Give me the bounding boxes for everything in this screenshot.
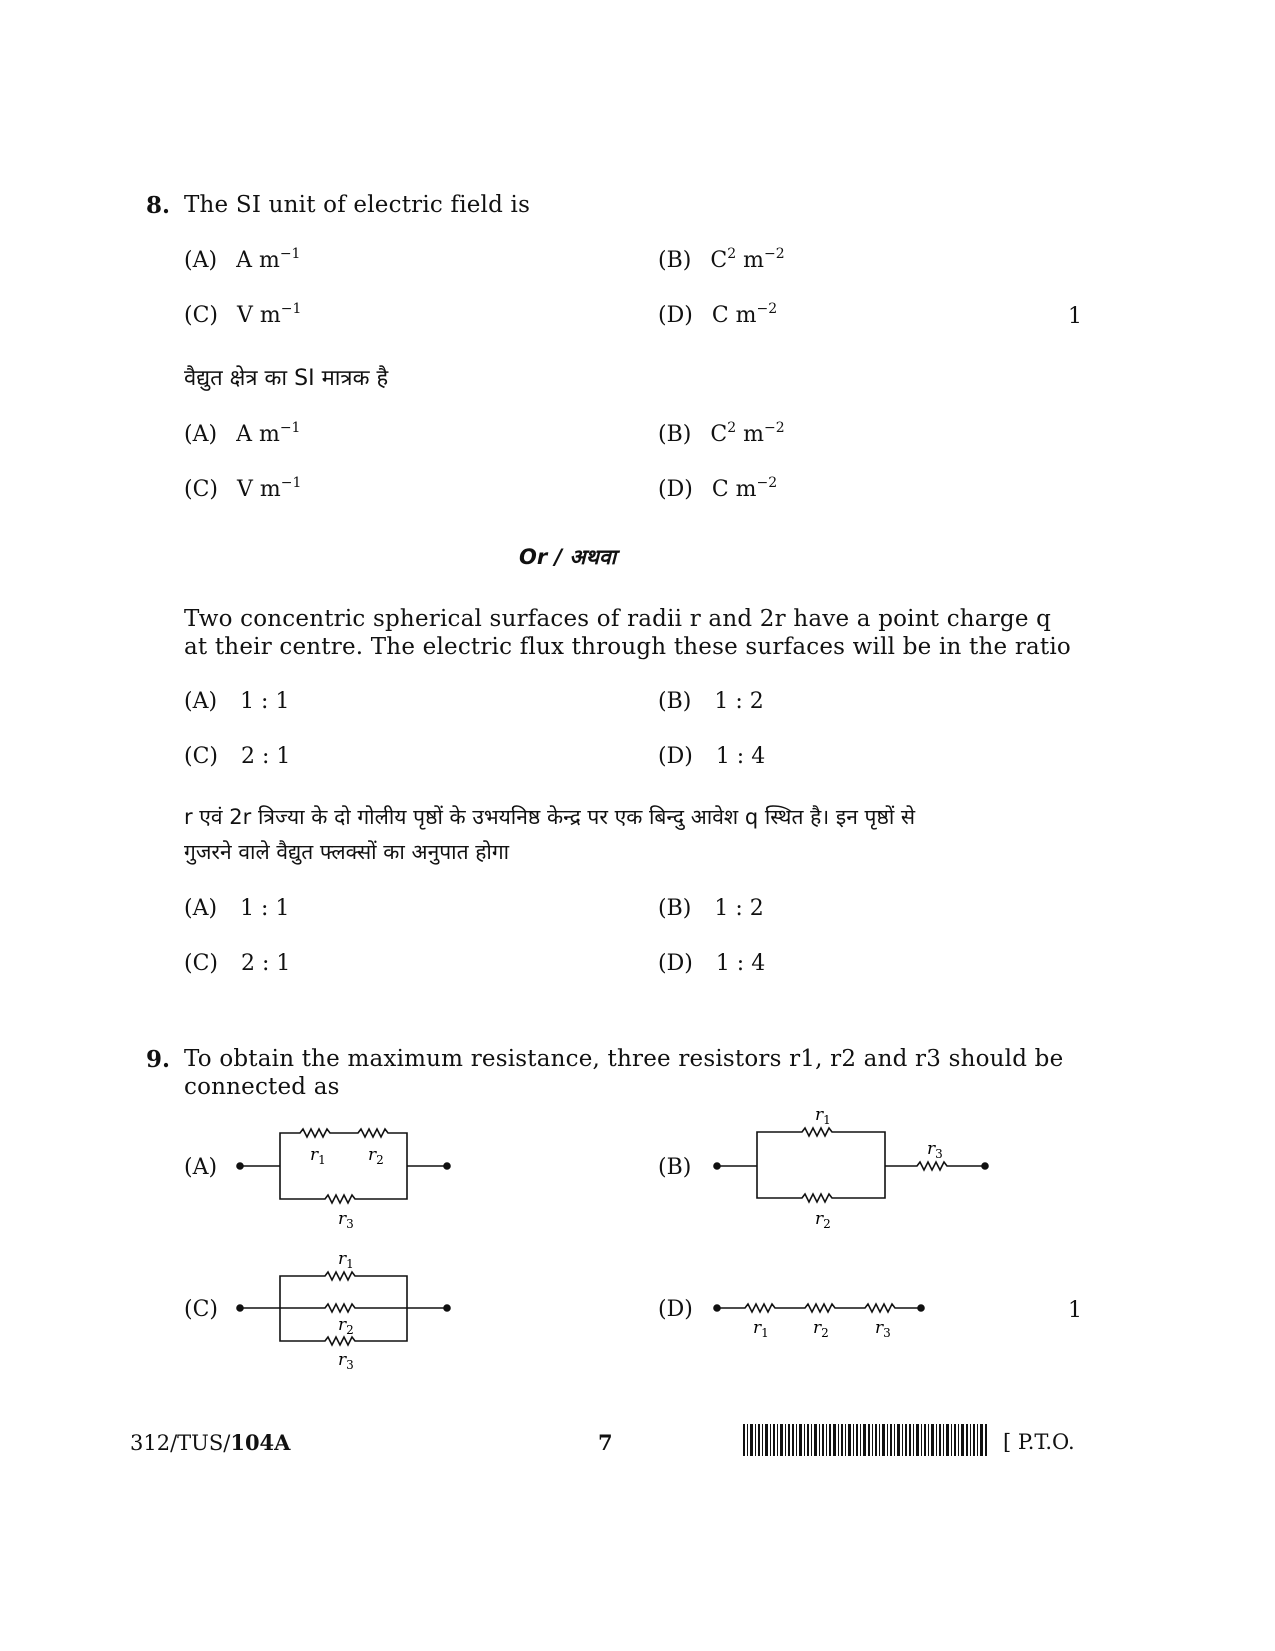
superscript: −1 bbox=[279, 246, 301, 262]
q8-alt-hindi-line-1: r एवं 2r त्रिज्या के दो गोलीय पृष्ठों के उभयनिष्ठ केन्द्र पर एक बिन्दु आवेश q स्थित है। इन पृष्ठों से bbox=[184, 805, 916, 829]
terminal bbox=[444, 1163, 450, 1169]
terminal bbox=[444, 1305, 450, 1311]
q8-option-c bbox=[184, 303, 301, 328]
q8-alt-hi-option-c bbox=[184, 951, 290, 976]
option-label: (D) bbox=[658, 951, 693, 976]
or-separator: Or / अथवा bbox=[519, 545, 617, 569]
question-8-text: The SI unit of electric field is bbox=[184, 192, 531, 218]
q8-option-d bbox=[658, 303, 777, 328]
q8-alt-hindi-line-2: गुजरने वाले वैद्युत फ्लक्सों का अनुपात होगा bbox=[184, 840, 510, 864]
q9-option-d-label: (D) bbox=[658, 1297, 693, 1322]
option-text: m bbox=[736, 422, 764, 447]
question-9-line-1: To obtain the maximum resistance, three resistors r1, r2 and r3 should be bbox=[184, 1046, 1064, 1072]
paper-code bbox=[130, 1430, 290, 1455]
question-9-line-2: connected as bbox=[184, 1074, 340, 1100]
resistor-label-r3: $r_3$ bbox=[338, 1209, 354, 1231]
q8-hi-option-d bbox=[658, 477, 777, 502]
option-text: 2 : 1 bbox=[241, 951, 291, 976]
option-text: 1 : 1 bbox=[240, 689, 290, 714]
circuit-b-diagram bbox=[705, 1100, 1005, 1235]
terminal bbox=[237, 1163, 243, 1169]
q8-option-b bbox=[658, 248, 785, 273]
q8-hi-option-a bbox=[184, 422, 300, 447]
option-label: (C) bbox=[184, 744, 218, 769]
q8-option-a bbox=[184, 248, 300, 273]
option-text: 1 : 4 bbox=[715, 951, 766, 976]
resistor-label-r3: $r_3$ bbox=[338, 1350, 354, 1372]
q9-option-c-label: (C) bbox=[184, 1297, 218, 1322]
superscript: 2 bbox=[727, 420, 737, 436]
resistor-r1-branch bbox=[757, 1128, 885, 1166]
q9-marks: 1 bbox=[1068, 1298, 1082, 1323]
q9-option-b-label: (B) bbox=[658, 1155, 692, 1180]
q8-alt-option-a bbox=[184, 689, 289, 714]
option-text: 1 : 2 bbox=[714, 896, 764, 921]
q8-marks: 1 bbox=[1068, 304, 1082, 329]
option-text: m bbox=[736, 248, 764, 273]
option-label: (C) bbox=[184, 477, 218, 502]
terminal bbox=[918, 1305, 924, 1311]
q8-alt-hi-option-b bbox=[658, 896, 764, 921]
q8-alt-line-1: Two concentric spherical surfaces of radii r and 2r have a point charge q bbox=[184, 606, 1052, 632]
option-label: (C) bbox=[184, 951, 218, 976]
option-text: C bbox=[710, 422, 728, 447]
resistor-label-r2: $r_2$ bbox=[813, 1318, 829, 1340]
q8-hi-option-c bbox=[184, 477, 301, 502]
resistor-label-r1: $r_1$ bbox=[338, 1249, 354, 1271]
option-text: A m bbox=[236, 422, 280, 447]
terminal bbox=[982, 1163, 988, 1169]
option-text: 1 : 4 bbox=[715, 744, 766, 769]
option-text: C m bbox=[711, 477, 757, 502]
resistor-label-r1: $r_1$ bbox=[815, 1105, 831, 1127]
superscript: 2 bbox=[727, 246, 737, 262]
resistor-label-r3: $r_3$ bbox=[927, 1139, 943, 1161]
option-label: (B) bbox=[658, 248, 692, 273]
superscript: −2 bbox=[756, 301, 778, 317]
resistor-label-r2: $r_2$ bbox=[338, 1315, 354, 1337]
option-label: (A) bbox=[184, 248, 218, 273]
resistor-label-r1: $r_1$ bbox=[753, 1318, 769, 1340]
question-8-number: 8. bbox=[146, 192, 171, 219]
resistor-r1-branch bbox=[280, 1272, 407, 1308]
superscript: −2 bbox=[756, 475, 778, 491]
superscript: −2 bbox=[763, 246, 785, 262]
q8-alt-hi-option-d bbox=[658, 951, 765, 976]
resistor-r3-series bbox=[885, 1162, 985, 1170]
superscript: −1 bbox=[280, 475, 302, 491]
superscript: −2 bbox=[763, 420, 785, 436]
option-label: (C) bbox=[184, 303, 218, 328]
option-label: (B) bbox=[658, 689, 692, 714]
option-label: (B) bbox=[658, 422, 692, 447]
option-label: (D) bbox=[658, 477, 693, 502]
option-label: (B) bbox=[658, 896, 692, 921]
resistor-label-r2: $r_2$ bbox=[368, 1145, 384, 1167]
q8-alt-hi-option-a bbox=[184, 896, 289, 921]
option-text: C bbox=[710, 248, 728, 273]
pto-label: [ P.T.O. bbox=[1003, 1430, 1075, 1454]
barcode-icon bbox=[743, 1424, 989, 1456]
option-text: V m bbox=[237, 477, 281, 502]
resistor-r2-branch bbox=[280, 1304, 407, 1312]
superscript: −1 bbox=[279, 420, 301, 436]
q8-alt-option-c bbox=[184, 744, 290, 769]
option-label: (D) bbox=[658, 744, 693, 769]
question-9-number: 9. bbox=[146, 1046, 171, 1073]
option-text: 1 : 1 bbox=[240, 896, 290, 921]
q8-alt-line-2: at their centre. The electric flux through these surfaces will be in the ratio bbox=[184, 634, 1071, 660]
resistor-label-r2: $r_2$ bbox=[815, 1209, 831, 1231]
option-text: 2 : 1 bbox=[241, 744, 291, 769]
resistor-label-r1: $r_1$ bbox=[310, 1145, 326, 1167]
resistor-r1-r2-branch bbox=[280, 1129, 407, 1166]
option-label: (A) bbox=[184, 689, 218, 714]
circuit-d-diagram bbox=[705, 1285, 945, 1345]
option-label: (A) bbox=[184, 422, 218, 447]
page-number: 7 bbox=[598, 1430, 613, 1455]
option-text: V m bbox=[237, 303, 281, 328]
paper-code-prefix: 312/TUS/ bbox=[130, 1431, 231, 1455]
resistor-r2-branch bbox=[757, 1166, 885, 1202]
question-8-hindi-text: वैद्युत क्षेत्र का SI मात्रक है bbox=[184, 366, 389, 391]
option-label: (A) bbox=[184, 896, 218, 921]
q9-option-a-label: (A) bbox=[184, 1155, 218, 1180]
option-text: C m bbox=[711, 303, 757, 328]
resistor-r3-branch bbox=[280, 1166, 407, 1203]
option-label: (D) bbox=[658, 303, 693, 328]
q8-alt-option-d bbox=[658, 744, 765, 769]
option-text: 1 : 2 bbox=[714, 689, 764, 714]
option-text: A m bbox=[236, 248, 280, 273]
q8-hi-option-b bbox=[658, 422, 785, 447]
circuit-c-diagram bbox=[230, 1245, 460, 1375]
circuit-a-diagram bbox=[230, 1120, 460, 1235]
q8-alt-option-b bbox=[658, 689, 764, 714]
resistor-label-r3: $r_3$ bbox=[875, 1318, 891, 1340]
paper-code-bold: 104A bbox=[230, 1430, 291, 1455]
superscript: −1 bbox=[280, 301, 302, 317]
resistors-series bbox=[717, 1304, 921, 1312]
